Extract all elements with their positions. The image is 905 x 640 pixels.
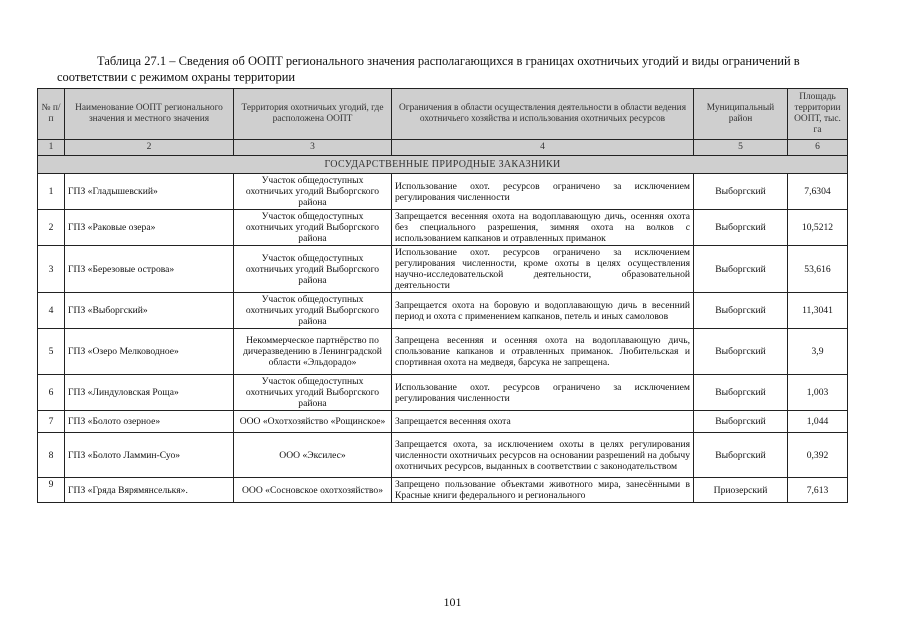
page-number: 101 — [443, 595, 462, 609]
column-numbers-row — [38, 140, 848, 156]
cell-name: ГПЗ «Гряда Вярямянселькя». — [65, 478, 234, 503]
caption-line-1: Таблица 27.1 – Сведения об ООПТ регионального значения располагающихся в границах охотничьих угодий и виды ограничений в — [97, 54, 800, 68]
col-number: 5 — [694, 140, 788, 156]
cell-area: 53,616 — [788, 246, 848, 293]
col-number: 1 — [38, 140, 65, 156]
col-number: 6 — [788, 140, 848, 156]
table-caption — [57, 53, 857, 85]
table-row — [38, 375, 848, 411]
cell-n: 5 — [38, 329, 65, 375]
cell-territory: ООО «Эксилес» — [234, 433, 392, 478]
cell-name: ГПЗ «Линдуловская Роща» — [65, 375, 234, 411]
cell-area: 0,392 — [788, 433, 848, 478]
header-name: Наименование ООПТ регионального значения и местного значения — [65, 89, 234, 140]
cell-n: 9 — [38, 478, 65, 503]
section-row — [38, 156, 848, 174]
cell-limits: Запрещена весенняя и осенняя охота на водоплавающую дичь, спользование капканов и отравленных приманок. Любительская и спортивная охота на медведя, барсука не запрещена. — [392, 329, 694, 375]
cell-limits: Запрещается охота на боровую и водоплавающую дичь в весенний период и охота с применением капканов, петель и иных самоловов — [392, 293, 694, 329]
cell-area: 11,3041 — [788, 293, 848, 329]
table-row — [38, 478, 848, 503]
cell-n: 3 — [38, 246, 65, 293]
cell-territory: Участок общедоступных охотничьих угодий Выборгского района — [234, 210, 392, 246]
cell-limits: Запрещается весенняя охота — [392, 411, 694, 433]
cell-name: ГПЗ «Гладышевский» — [65, 174, 234, 210]
header-district: Муниципальный район — [694, 89, 788, 140]
cell-n: 7 — [38, 411, 65, 433]
table-row — [38, 433, 848, 478]
cell-territory: Участок общедоступных охотничьих угодий Выборгского района — [234, 375, 392, 411]
cell-limits: Использование охот. ресурсов ограничено за исключением регулирования численности — [392, 174, 694, 210]
cell-name: ГПЗ «Болото озерное» — [65, 411, 234, 433]
table-header-row — [38, 89, 848, 140]
cell-name: ГПЗ «Болото Ламмин-Суо» — [65, 433, 234, 478]
header-limits: Ограничения в области осуществления деятельности в области ведения охотничьего хозяйства и использования охотничьих ресурсов — [392, 89, 694, 140]
cell-district: Выборгский — [694, 174, 788, 210]
cell-territory: Участок общедоступных охотничьих угодий Выборгского района — [234, 246, 392, 293]
cell-district: Выборгский — [694, 411, 788, 433]
oopt-table — [37, 88, 848, 503]
cell-limits: Запрещается весенняя охота на водоплавающую дичь, осенняя охота без специального разрешения, зимняя охота на волков с использованием капканов и отравленных приманок — [392, 210, 694, 246]
cell-district: Выборгский — [694, 329, 788, 375]
table-row — [38, 329, 848, 375]
cell-n: 6 — [38, 375, 65, 411]
cell-district: Выборгский — [694, 246, 788, 293]
cell-territory: ООО «Охотхозяйство «Рощинское» — [234, 411, 392, 433]
cell-territory: Участок общедоступных охотничьих угодий Выборгского района — [234, 174, 392, 210]
col-number: 2 — [65, 140, 234, 156]
col-number: 4 — [392, 140, 694, 156]
table-row — [38, 411, 848, 433]
cell-limits: Использование охот. ресурсов ограничено за исключением регулирования численности — [392, 375, 694, 411]
cell-name: ГПЗ «Березовые острова» — [65, 246, 234, 293]
cell-limits: Запрещено пользование объектами животного мира, занесёнными в Красные книги федерального и регионального — [392, 478, 694, 503]
cell-area: 7,613 — [788, 478, 848, 503]
cell-territory: ООО «Сосновское охотхозяйство» — [234, 478, 392, 503]
cell-district: Выборгский — [694, 210, 788, 246]
header-area: Площадь территории ООПТ, тыс. га — [788, 89, 848, 140]
cell-area: 10,5212 — [788, 210, 848, 246]
header-num: № п/п — [38, 89, 65, 140]
table-row — [38, 174, 848, 210]
cell-area: 3,9 — [788, 329, 848, 375]
caption-line-2: соответствии с режимом охраны территории — [57, 70, 296, 84]
cell-area: 7,6304 — [788, 174, 848, 210]
cell-n: 4 — [38, 293, 65, 329]
cell-territory: Некоммерческое партнёрство по дичеразведению в Ленинградской области «Эльдорадо» — [234, 329, 392, 375]
cell-district: Выборгский — [694, 293, 788, 329]
cell-limits: Использование охот. ресурсов ограничено за исключением регулирования численности, кроме охоты в целях осуществления научно-исследовательской деятельности, образовательной деятельности — [392, 246, 694, 293]
cell-district: Выборгский — [694, 375, 788, 411]
cell-n: 8 — [38, 433, 65, 478]
header-territory: Территория охотничьих угодий, где расположена ООПТ — [234, 89, 392, 140]
table-row — [38, 210, 848, 246]
cell-area: 1,003 — [788, 375, 848, 411]
cell-district: Приозерский — [694, 478, 788, 503]
cell-name: ГПЗ «Раковые озера» — [65, 210, 234, 246]
table-row — [38, 293, 848, 329]
cell-territory: Участок общедоступных охотничьих угодий Выборгского района — [234, 293, 392, 329]
cell-n: 1 — [38, 174, 65, 210]
section-title: ГОСУДАРСТВЕННЫЕ ПРИРОДНЫЕ ЗАКАЗНИКИ — [38, 156, 848, 174]
cell-name: ГПЗ «Озеро Мелководное» — [65, 329, 234, 375]
cell-name: ГПЗ «Выборгский» — [65, 293, 234, 329]
cell-n: 2 — [38, 210, 65, 246]
cell-district: Выборгский — [694, 433, 788, 478]
table-row — [38, 246, 848, 293]
cell-limits: Запрещается охота, за исключением охоты в целях регулирования численности охотничьих ресурсов на основании разрешений на добычу охотничьих ресурсов, выданных в соответствии с законодательством — [392, 433, 694, 478]
cell-area: 1,044 — [788, 411, 848, 433]
col-number: 3 — [234, 140, 392, 156]
